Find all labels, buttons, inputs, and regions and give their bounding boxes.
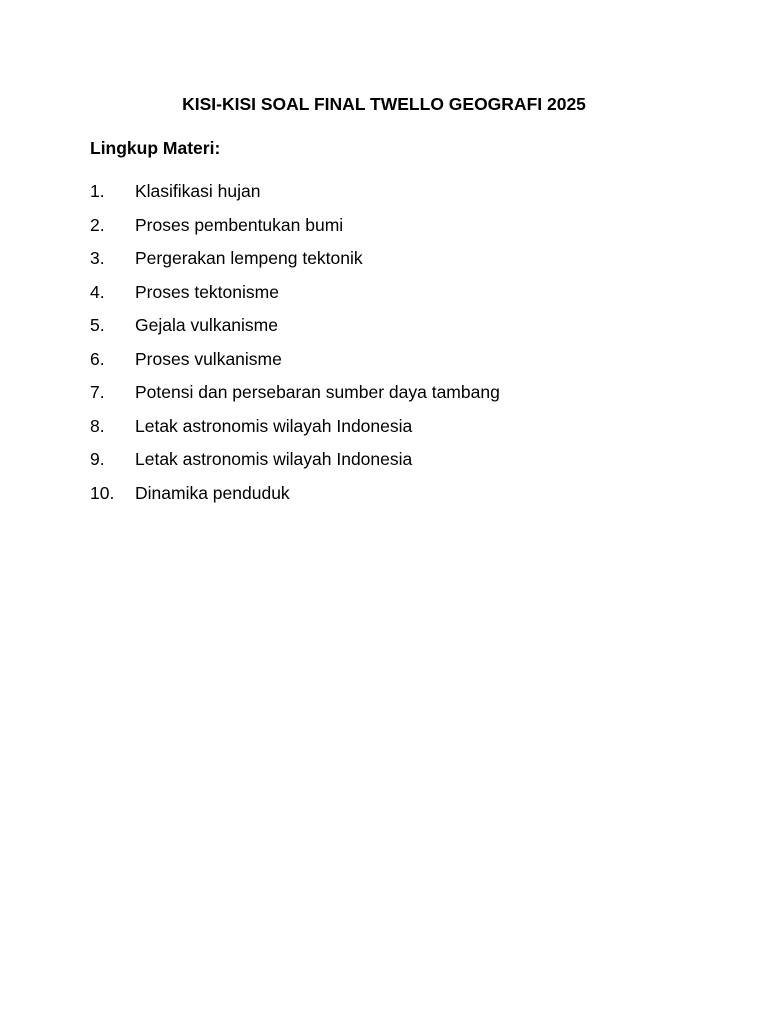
list-item-number: 6. bbox=[90, 348, 105, 369]
list-item-number: 4. bbox=[90, 281, 105, 302]
list-item-number: 7. bbox=[90, 382, 105, 402]
list-item-number: 8. bbox=[90, 415, 105, 436]
list-item-text: Klasifikasi hujan bbox=[135, 181, 261, 201]
list-item-text: Letak astronomis wilayah Indonesia bbox=[135, 449, 413, 469]
list-item-number: 2. bbox=[90, 214, 105, 235]
list-item bbox=[90, 282, 500, 316]
list-item-number: 5. bbox=[90, 315, 105, 335]
list-item-text: Pergerakan lempeng tektonik bbox=[135, 248, 363, 268]
list-item bbox=[90, 181, 500, 215]
list-item-text: Letak astronomis wilayah Indonesia bbox=[135, 415, 413, 436]
list-item bbox=[90, 215, 500, 249]
list-item-number: 3. bbox=[90, 248, 105, 268]
list-item bbox=[90, 382, 500, 416]
list-item-number: 9. bbox=[90, 449, 105, 469]
list-item bbox=[90, 315, 500, 349]
list-item bbox=[90, 449, 500, 483]
list-item bbox=[90, 349, 500, 383]
list-item bbox=[90, 416, 500, 450]
list-item-text: Proses vulkanisme bbox=[135, 348, 282, 369]
topic-list bbox=[90, 181, 500, 516]
list-item-text: Gejala vulkanisme bbox=[135, 315, 278, 335]
list-item-text: Proses tektonisme bbox=[135, 281, 279, 302]
document-title: KISI-KISI SOAL FINAL TWELLO GEOGRAFI 2025 bbox=[182, 94, 586, 114]
list-item-text: Dinamika penduduk bbox=[135, 482, 290, 503]
list-item bbox=[90, 483, 500, 517]
section-heading: Lingkup Materi: bbox=[90, 138, 221, 158]
list-item-number: 1. bbox=[90, 181, 105, 201]
list-item-number: 10. bbox=[90, 482, 115, 503]
list-item-text: Potensi dan persebaran sumber daya tambang bbox=[135, 382, 500, 402]
list-item bbox=[90, 248, 500, 282]
list-item-text: Proses pembentukan bumi bbox=[135, 214, 344, 235]
